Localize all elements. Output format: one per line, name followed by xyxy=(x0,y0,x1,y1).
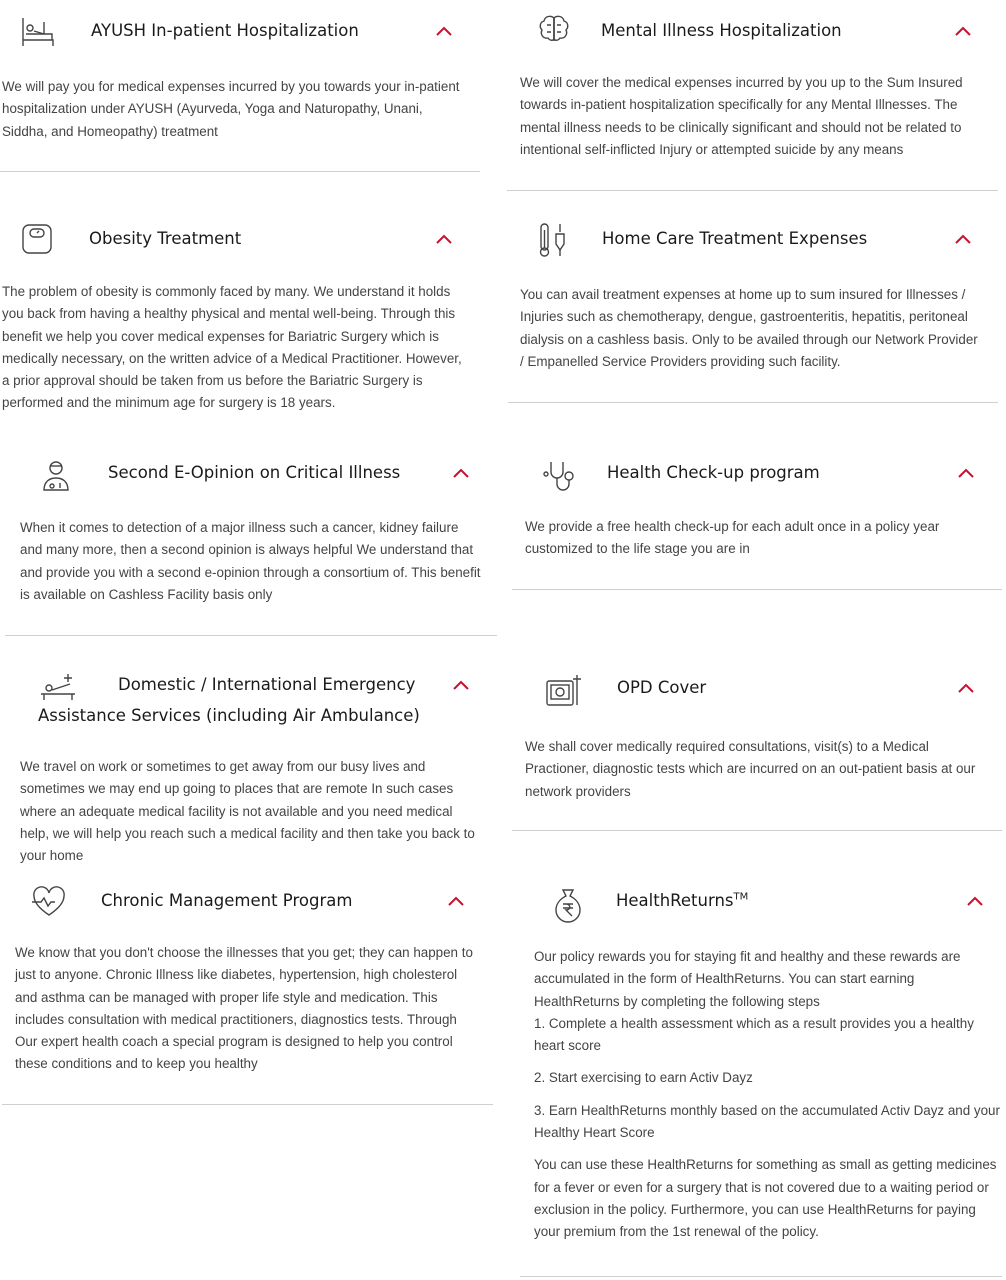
card-header[interactable] xyxy=(534,880,1002,920)
card-description: We provide a free health check-up for each adult once in a policy year customized to the life stage you are in xyxy=(525,519,940,557)
benefit-card-chronic xyxy=(15,880,493,1080)
step-1: 1. Complete a health assessment which as a result provides you a healthy heart score xyxy=(534,1015,974,1054)
card-header[interactable] xyxy=(20,664,490,725)
card-description xyxy=(534,946,1000,1244)
card-description: We travel on work or sometimes to get away from our busy lives and sometimes we may end up going to places that are remote In such cases where an adequate medical facility is not available and you need medical help, we will help you reach such a medical facility and then take you back to your home xyxy=(20,759,475,864)
divider xyxy=(507,190,998,191)
card-description: We will cover the medical expenses incurred by you up to the Sum Insured towards in-patient hospitalization specifically for any Mental Illnesses. The mental illness needs to be clinically significant and should not be related to intentional self-inflicted Injury or attempted suicide by any means xyxy=(520,75,963,157)
benefit-card-checkup xyxy=(525,452,1002,572)
brain-icon xyxy=(534,10,574,50)
chevron-up-icon[interactable] xyxy=(435,24,453,38)
divider xyxy=(520,1276,1002,1277)
card-header[interactable] xyxy=(2,218,480,258)
card-header[interactable] xyxy=(520,218,1002,258)
chevron-up-icon[interactable] xyxy=(447,894,465,908)
card-title: Second E-Opinion on Critical Illness xyxy=(108,463,401,482)
card-title: Mental Illness Hospitalization xyxy=(601,21,842,40)
card-header[interactable] xyxy=(15,880,493,920)
card-description: You can avail treatment expenses at home up to sum insured for Illnesses / Injuries such as chemotherapy, dengue, gastroenteritis, hepatitis, peritoneal dialysis on a cashless basis. Only to be availed through our Network Provider / Empanelled Service Providers providing such facility. xyxy=(520,287,978,369)
stretcher-icon xyxy=(38,668,78,708)
chevron-up-icon[interactable] xyxy=(957,466,975,480)
stethoscope-icon xyxy=(539,456,579,496)
hospital-bed-icon xyxy=(18,12,58,52)
card-title-text: HealthReturns xyxy=(616,891,734,910)
card-header[interactable] xyxy=(2,10,480,50)
medical-monitor-icon xyxy=(543,671,583,711)
divider xyxy=(512,830,1002,831)
card-header[interactable] xyxy=(525,667,1002,707)
card-description: When it comes to detection of a major illness such a cancer, kidney failure and many more, then a second opinion is always helpful We understand that and provide you with a second e-opinion through a consortium of. This benefit is available on Cashless Facility basis only xyxy=(20,520,481,602)
chevron-up-icon[interactable] xyxy=(435,232,453,246)
card-description: The problem of obesity is commonly faced by many. We understand it holds you back from having a healthy physical and mental well-being. Through this benefit we help you cover medical expenses for Bariatric Surgery which is medically necessary, on the written advice of a Medical Practitioner. However, a prior approval should be taken from us before the Bariatric Surgery is performed and the minimum age for surgery is 18 years. xyxy=(2,284,462,411)
chevron-up-icon[interactable] xyxy=(452,678,470,692)
weighing-scale-icon xyxy=(16,218,56,258)
outro-text: You can use these HealthReturns for something as small as getting medicines for a fever or even for a surgery that is not covered due to a waiting period or exclusion in the policy. Furthermore, you can use HealthReturns for paying your premium from the 1st renewal of the policy. xyxy=(534,1157,997,1240)
chevron-up-icon[interactable] xyxy=(957,681,975,695)
card-header[interactable] xyxy=(525,452,1002,492)
card-description: We will pay you for medical expenses incurred by you towards your in-patient hospitalization under AYUSH (Ayurveda, Yoga and Naturopathy, Unani, Siddha, and Homeopathy) treatment xyxy=(2,79,460,139)
rupee-bag-icon xyxy=(548,884,588,924)
chevron-up-icon[interactable] xyxy=(966,894,984,908)
benefit-card-homecare xyxy=(520,218,1002,388)
intro-text: Our policy rewards you for staying fit and healthy and these rewards are accumulated in the form of HealthReturns. You can start earning HealthReturns by completing the following steps xyxy=(534,949,961,1009)
card-title: Chronic Management Program xyxy=(101,891,353,910)
doctor-icon xyxy=(36,456,76,496)
benefit-card-ayush xyxy=(2,10,480,160)
step-3: 3. Earn HealthReturns monthly based on the accumulated Activ Dayz and your Healthy Heart Score xyxy=(534,1102,1000,1141)
thermometer-drip-icon xyxy=(534,220,574,260)
benefit-card-mental xyxy=(520,10,1002,180)
trademark-sup: TM xyxy=(733,891,749,903)
card-title: OPD Cover xyxy=(617,678,707,697)
step-2: 2. Start exercising to earn Activ Dayz xyxy=(534,1070,753,1086)
card-title xyxy=(616,890,748,912)
chevron-up-icon[interactable] xyxy=(954,24,972,38)
heartbeat-icon xyxy=(29,882,69,922)
benefit-card-second-opinion xyxy=(20,452,490,612)
divider xyxy=(2,1104,493,1105)
benefit-card-obesity xyxy=(2,218,480,418)
card-title: Health Check-up program xyxy=(607,463,820,482)
divider xyxy=(5,635,497,636)
card-description: We know that you don't choose the illnesses that you get; they can happen to just to anyone. Chronic Illness like diabetes, hypertension, high cholesterol and asthma can be managed with proper life style and medication. This includes consultation with medical practitioners, diagnostics tests. Through Our expert health coach a special program is designed to help you control these conditions and to keep you healthy xyxy=(15,945,473,1072)
card-title-line-2: Assistance Services (including Air Ambulance) xyxy=(38,706,420,725)
divider xyxy=(512,589,1002,590)
card-title: Home Care Treatment Expenses xyxy=(602,229,868,248)
benefit-card-emergency xyxy=(20,664,490,872)
chevron-up-icon[interactable] xyxy=(452,466,470,480)
card-title-line-1: Domestic / International Emergency xyxy=(118,675,416,694)
divider xyxy=(0,171,480,172)
card-title: AYUSH In-patient Hospitalization xyxy=(91,21,359,40)
divider xyxy=(508,402,998,403)
benefit-card-opd xyxy=(525,667,1002,817)
benefit-card-healthreturns xyxy=(534,880,1002,1260)
card-title: Obesity Treatment xyxy=(89,229,242,248)
card-header[interactable] xyxy=(520,10,1002,50)
card-header[interactable] xyxy=(20,452,490,492)
card-description: We shall cover medically required consultations, visit(s) to a Medical Practioner, diagnostic tests which are incurred on an out-patient basis at our network providers xyxy=(525,739,976,799)
chevron-up-icon[interactable] xyxy=(954,232,972,246)
